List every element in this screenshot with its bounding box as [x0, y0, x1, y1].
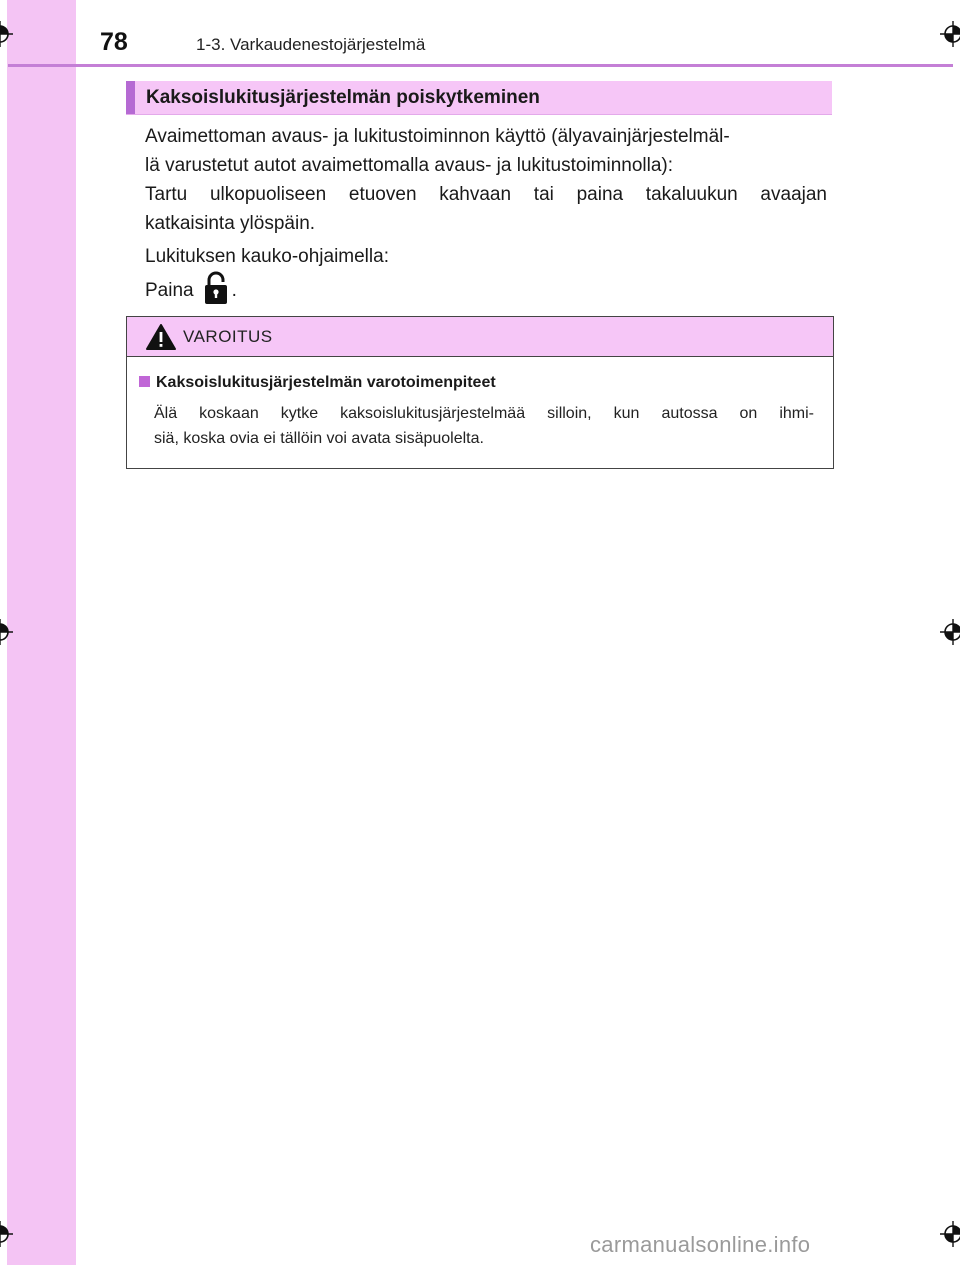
- registration-mark-icon: [940, 1221, 960, 1247]
- unlock-icon: [204, 271, 228, 305]
- registration-mark-icon: [0, 619, 13, 645]
- header-rule: [8, 64, 953, 67]
- section-title: 1-3. Varkaudenestojärjestelmä: [196, 35, 426, 54]
- registration-mark-icon: [940, 21, 960, 47]
- press-end: .: [231, 280, 237, 301]
- paragraph-line: Avaimettoman avaus- ja lukitustoiminnon käyttö (älyavainjärjestelmäl-: [145, 126, 730, 147]
- watermark: carmanualsonline.info: [590, 1232, 811, 1257]
- paragraph-line: lä varustetut autot avaimettomalla avaus- ja lukitustoiminnolla):: [145, 155, 674, 176]
- warning-triangle-icon: [145, 323, 177, 351]
- registration-mark-icon: [940, 619, 960, 645]
- registration-mark-icon: [0, 21, 13, 47]
- warning-header: [127, 317, 833, 357]
- section-heading-bar: [126, 81, 832, 115]
- heading-accent: [126, 81, 135, 114]
- warning-box: [126, 316, 834, 469]
- warning-item-text: [154, 401, 814, 451]
- registration-mark-icon: [0, 1221, 13, 1247]
- paragraph-keyless: [145, 122, 827, 238]
- remote-label: Lukituksen kauko-ohjaimella:: [145, 246, 389, 267]
- warning-item-title: [139, 374, 496, 392]
- paragraph-line: katkaisinta ylöspäin.: [145, 213, 316, 234]
- press-text: Paina: [145, 280, 194, 301]
- warning-label: VAROITUS: [183, 327, 273, 346]
- warning-line: siä, koska ovia ei tällöin voi avata sisäpuolelta.: [154, 430, 484, 447]
- page-number: 78: [100, 28, 128, 56]
- paragraph-line: Tartu ulkopuoliseen etuoven kahvaan tai paina takaluukun avaajan: [145, 184, 827, 205]
- bullet-square-icon: [139, 376, 150, 387]
- warning-line: Älä koskaan kytke kaksoislukitusjärjestelmää silloin, kun autossa on ihmi-: [154, 405, 814, 422]
- warning-item-title-text: Kaksoislukitusjärjestelmän varotoimenpiteet: [156, 374, 496, 391]
- paragraph-remote: [145, 242, 827, 305]
- side-band: [7, 0, 76, 1265]
- section-heading: Kaksoislukitusjärjestelmän poiskytkeminen: [146, 87, 540, 108]
- press-instruction: [145, 271, 827, 305]
